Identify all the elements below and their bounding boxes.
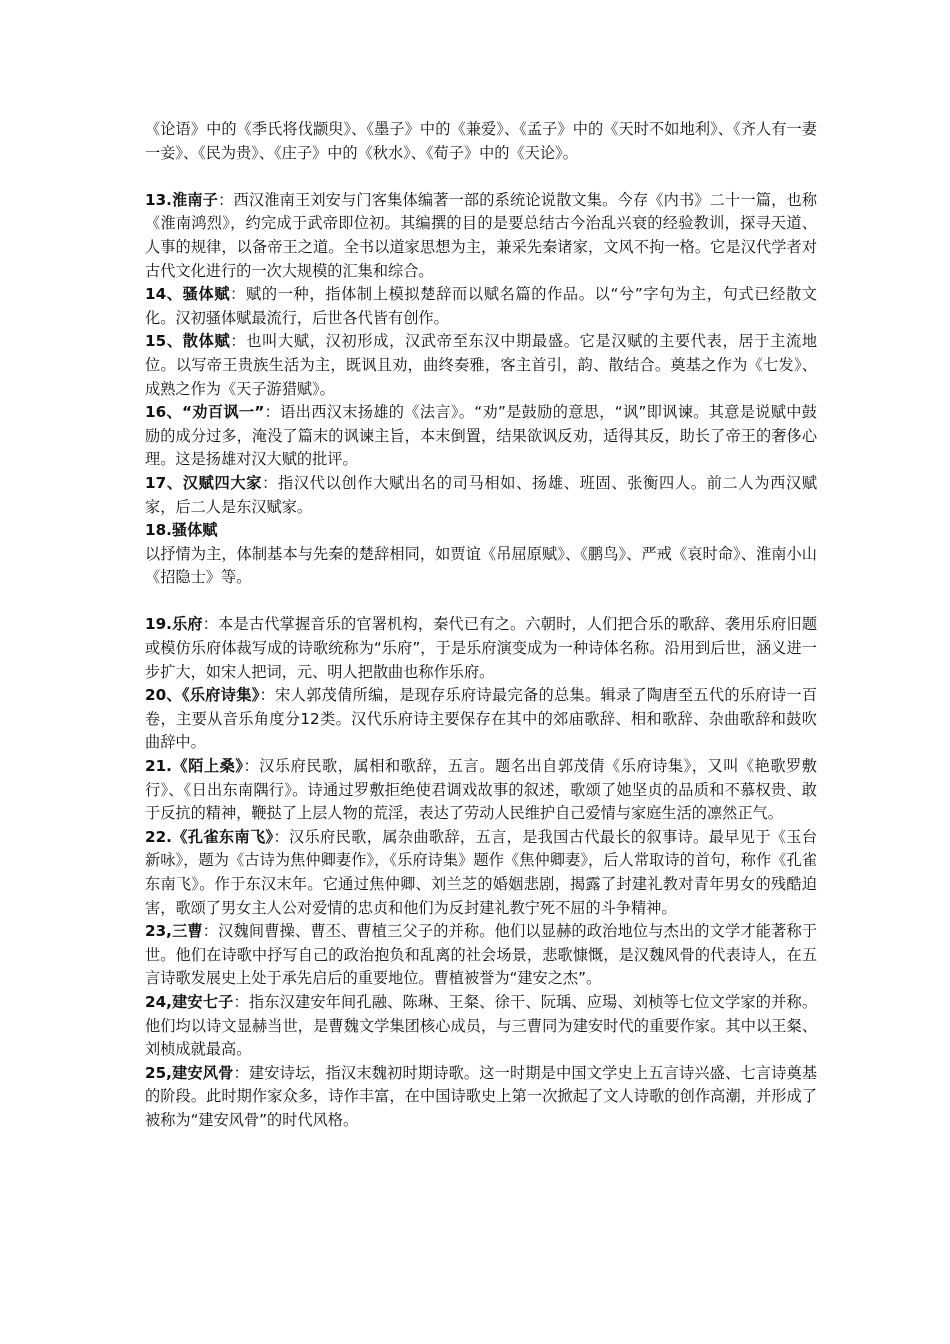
entry-22-kongque-dongnanfei: [145, 826, 817, 920]
paragraph-gap: [145, 590, 817, 614]
entry-term: 16、“劝百讽一”: [145, 403, 265, 422]
entry-body: ：建安诗坛，指汉末魏初时期诗歌。这一时期是中国文学史上五言诗兴盛、七言诗奠基的阶段。此时期作家众多，诗作丰富，在中国诗歌史上第一次掀起了文人诗歌的创作高潮，并形成了被称为“建安风骨”的时代风格。: [145, 1063, 817, 1129]
entry-term: 21.《陌上桑》: [145, 757, 244, 776]
entry-body: ：语出西汉末扬雄的《法言》。“劝”是鼓励的意思，“讽”即讽谏。其意是说赋中鼓励的成分过多，淹没了篇末的讽谏主旨，本末倒置，结果欲讽反劝，适得其反，助长了帝王的奢侈心理。这是扬雄对汉大赋的批评。: [145, 403, 817, 469]
entry-term: 19.乐府: [145, 615, 203, 634]
entry-body: ：汉乐府民歌，属杂曲歌辞，五言，是我国古代最长的叙事诗。最早见于《玉台新咏》，题为《古诗为焦仲卿妻作》，《乐府诗集》题作《焦仲卿妻》，后人常取诗的首句，称作《孔雀东南飞》。作于东汉末年。它通过焦仲卿、刘兰芝的婚姻悲剧，揭露了封建礼教对青年男女的残酷迫害，歌颂了男女主人公对爱情的忠贞和他们为反封建礼教宁死不屈的斗争精神。: [145, 827, 818, 917]
entry-term: 14、骚体赋: [145, 285, 231, 304]
entry-body: ：汉魏间曹操、曹丕、曹植三父子的并称。他们以显赫的政治地位与杰出的文学才能著称于世。他们在诗歌中抒写自己的政治抱负和乱离的社会场景，悲歌慷慨，是汉魏风骨的代表诗人，在五言诗歌发展史上处于承先启后的重要地位。曹植被誉为“建安之杰”。: [145, 922, 817, 988]
entry-17-hanfu-sidajia: [145, 472, 817, 519]
entry-body: ：也叫大赋，汉初形成，汉武帝至东汉中期最盛。它是汉赋的主要代表，居于主流地位。以写帝王贵族生活为主，既讽且劝，曲终奏雅，客主首引，韵、散结合。奠基之作为《七发》、成熟之作为《天子游猎赋》。: [145, 332, 818, 398]
entry-term: 22.《孔雀东南飞》: [145, 827, 274, 846]
entry-16-quanbaifengyi: [145, 401, 817, 472]
entry-19-yuefu: [145, 613, 817, 684]
entry-body: ：西汉淮南王刘安与门客集体编著一部的系统论说散文集。今存《内书》二十一篇，也称《淮南鸿烈》，约完成于武帝即位初。其编撰的目的是要总结古今治乱兴衰的经验教训，探寻天道、人事的规律，以备帝王之道。全书以道家思想为主，兼采先秦诸家，文风不拘一格。它是汉代学者对古代文化进行的一次大规模的汇集和综合。: [145, 190, 817, 280]
entry-term: 15、散体赋: [145, 332, 231, 351]
entry-body: ：宋人郭茂倩所编，是现存乐府诗最完备的总集。辑录了陶唐至五代的乐府诗一百卷，主要从音乐角度分12类。汉代乐府诗主要保存在其中的郊庙歌辞、相和歌辞、杂曲歌辞和鼓吹曲辞中。: [145, 686, 818, 752]
entry-body: ：赋的一种，指体制上模拟楚辞而以赋名篇的作品。以“兮”字句为主，句式已经散文化。汉初骚体赋最流行，后世各代皆有创作。: [145, 285, 817, 327]
entry-15-santifu: [145, 330, 817, 401]
entry-term: 17、汉赋四大家: [145, 473, 263, 492]
entry-18-saotifu-heading: [145, 519, 817, 543]
entry-body: ：本是古代掌握音乐的官署机构，秦代已有之。六朝时，人们把合乐的歌辞、袭用乐府旧题或模仿乐府体裁写成的诗歌统称为“乐府”，于是乐府演变成为一种诗体名称。沿用到后世，涵义进一步扩大，如宋人把词，元、明人把散曲也称作乐府。: [145, 615, 817, 681]
entry-18-saotifu-text: [145, 543, 817, 590]
entry-13-huainanzi: [145, 189, 817, 283]
paragraph-gap: [145, 165, 817, 189]
entry-21-moshangsang: [145, 755, 817, 826]
entry-term: 23,三曹: [145, 922, 203, 941]
entry-term: 25,建安风骨: [145, 1063, 234, 1082]
entry-body: ：指东汉建安年间孔融、陈琳、王粲、徐干、阮瑀、应瑒、刘桢等七位文学家的并称。他们均以诗文显赫当世，是曹魏文学集团核心成员，与三曹同为建安时代的重要作家。其中以王粲、刘桢成就最高。: [145, 992, 817, 1059]
entry-term: 24,建安七子: [145, 992, 234, 1011]
entry-20-yuefu-shiji: [145, 684, 817, 755]
entry-24-jianan-qizi: [145, 991, 817, 1062]
entry-term: 18.骚体赋: [145, 521, 218, 540]
entry-term: 20、《乐府诗集》: [145, 686, 260, 705]
intro-text: 《论语》中的《季氏将伐颛臾》、《墨子》中的《兼爱》、《孟子》中的《天时不如地利》、《齐人有一妻一妾》、《民为贵》、《庄子》中的《秋水》、《荀子》中的《天论》。: [145, 120, 817, 162]
entry-continuation: 以抒情为主，体制基本与先秦的楚辞相同，如贾谊《吊屈原赋》、《鹏鸟》、严戒《哀时命》、淮南小山《招隐士》等。: [145, 544, 817, 587]
entry-14-saotifu: [145, 283, 817, 330]
entry-body: ：汉乐府民歌，属相和歌辞，五言。题名出自郭茂倩《乐府诗集》，又叫《艳歌罗敷行》、《日出东南隅行》。诗通过罗敷拒绝使君调戏故事的叙述，歌颂了她坚贞的品质和不慕权贵、敢于反抗的精神，鞭挞了上层人物的荒淫，表达了劳动人民维护自己爱情与家庭生活的凛然正气。: [145, 757, 817, 823]
document-page: [145, 118, 817, 1133]
entry-25-jianan-fenggu: [145, 1062, 817, 1133]
entry-term: 13.淮南子: [145, 190, 219, 209]
entry-23-sancao: [145, 920, 817, 991]
entry-body: ：指汉代以创作大赋出名的司马相如、扬雄、班固、张衡四人。前二人为西汉赋家，后二人是东汉赋家。: [145, 473, 818, 516]
intro-paragraph: [145, 118, 817, 165]
